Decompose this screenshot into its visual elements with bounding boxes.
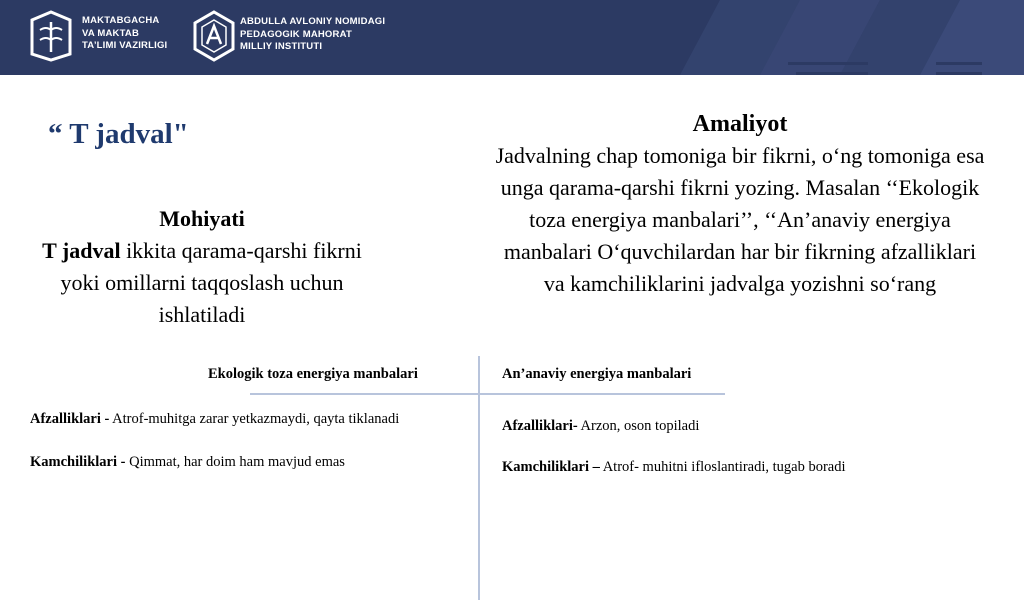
mohiyat-text: T jadval ikkita qarama-qarshi fikrni yoki omillarni taqqoslash uchun ishlatiladi [42,238,362,327]
left-column-heading: Ekologik toza energiya manbalari [208,366,418,382]
institute-name: ABDULLA AVLONIY NOMIDAGI PEDAGOGIK MAHORAT MILLIY INSTITUTI [240,16,386,52]
header-band [0,0,1024,75]
mohiyat-block [22,203,382,331]
amaliyot-block [494,108,986,300]
t-table-horizontal-line [250,393,725,395]
accent-bar [936,72,982,75]
left-disadvantages: Kamchiliklari - Qimmat, har doim ham mavjud emas [30,454,345,470]
mohiyat-heading: Mohiyati [159,206,245,231]
amaliyot-text: Jadvalning chap tomoniga bir fikrni, o‘ng tomoniga esa unga qarama-qarshi fikrni yozing. Masalan ‘‘Ekologik toza energiya manbalari’’, ‘‘An’anaviy energiya manbalari O‘quvchilardan har bir fikrning afzalliklari va kamchiliklarini jadvalga yozishni so‘rang [495,143,985,296]
accent-bar [936,62,982,65]
amaliyot-heading: Amaliyot [692,111,788,137]
page-title: “ T jadval" [48,118,189,150]
right-column-heading: An’anaviy energiya manbalari [502,366,692,382]
right-disadvantages: Kamchiliklari – Atrof- muhitni ifloslantiradi, tugab boradi [502,459,846,475]
ministry-name: MAKTABGACHA VA MAKTAB TA’LIMI VAZIRLIGI [82,15,168,51]
accent-bar [788,62,868,65]
right-advantages: Afzalliklari- Arzon, oson topiladi [502,418,700,434]
left-advantages: Afzalliklari - Atrof-muhitga zarar yetkazmaydi, qayta tiklanadi [30,411,400,427]
ministry-logo-icon [30,10,72,62]
accent-bar [796,72,868,75]
institute-logo-icon [193,10,235,62]
mohiyat-term: T jadval [42,238,121,263]
